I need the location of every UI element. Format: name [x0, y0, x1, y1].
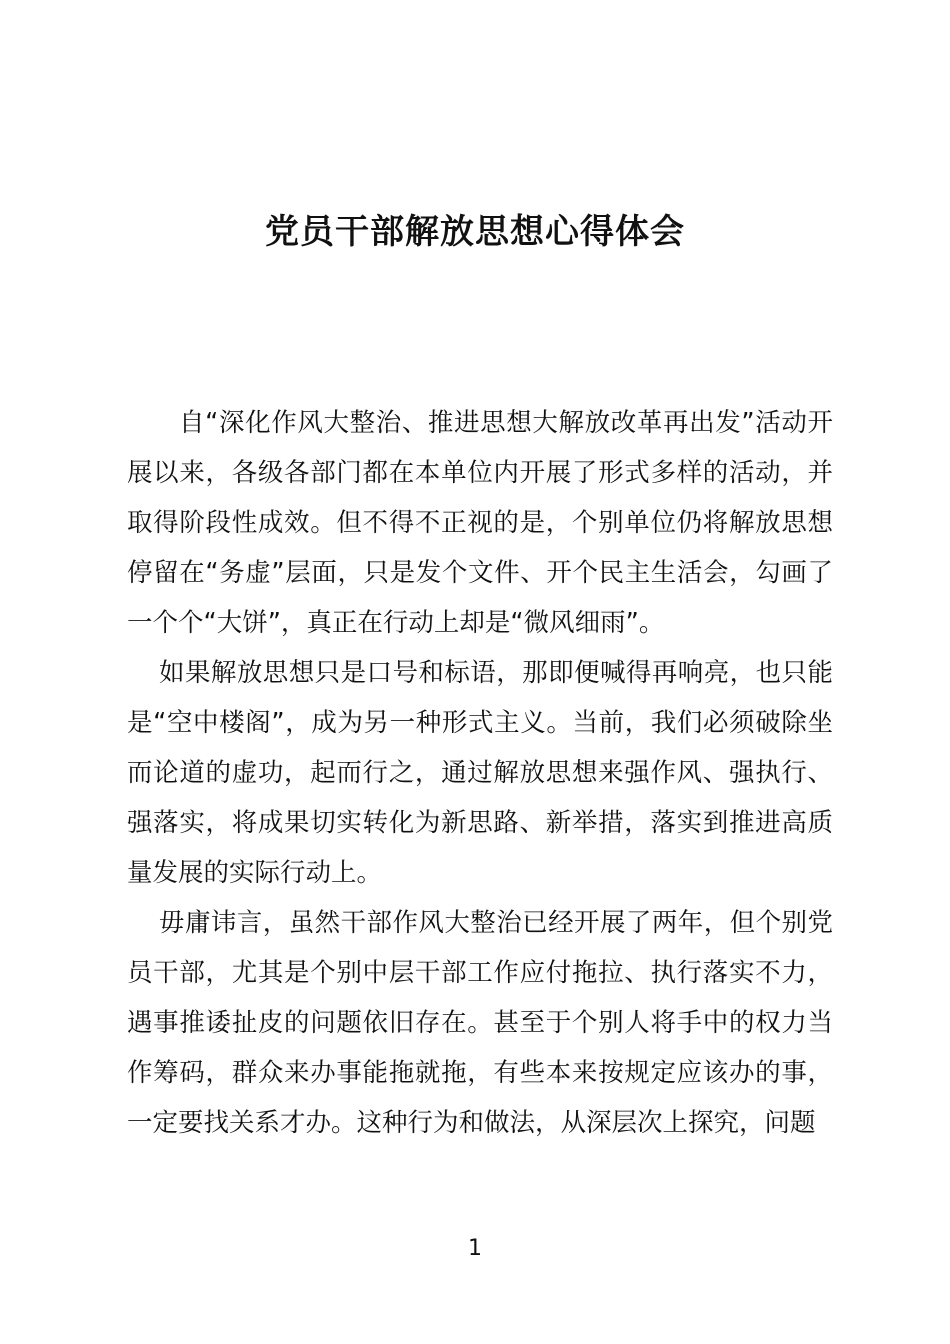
paragraph-3: 毋庸讳言，虽然干部作风大整治已经开展了两年，但个别党员干部，尤其是个别中层干部工作应付拖拉、执行落实不力，遇事推诿扯皮的问题依旧存在。甚至于个别人将手中的权力当作筹码，群众来办事能拖就拖，有些本来按规定应该办的事，一定要找关系才办。这种行为和做法，从深层次上探究，问题: [127, 908, 833, 1138]
page-number: 1: [468, 1236, 482, 1261]
page-title: 党员干部解放思想心得体会: [265, 212, 685, 252]
paragraph-2: 如果解放思想只是口号和标语，那即便喊得再响亮，也只能是“空中楼阁”，成为另一种形式主义。当前，我们必须破除坐而论道的虚功，起而行之，通过解放思想来强作风、强执行、强落实，将成果切实转化为新思路、新举措，落实到推进高质量发展的实际行动上。: [127, 658, 833, 888]
document-body: [127, 398, 833, 1148]
paragraph-1: 自“深化作风大整治、推进思想大解放改革再出发”活动开展以来，各级各部门都在本单位内开展了形式多样的活动，并取得阶段性成效。但不得不正视的是，个别单位仍将解放思想停留在“务虚”层面，只是发个文件、开个民主生活会，勾画了一个个“大饼”，真正在行动上却是“微风细雨”。: [127, 408, 833, 638]
